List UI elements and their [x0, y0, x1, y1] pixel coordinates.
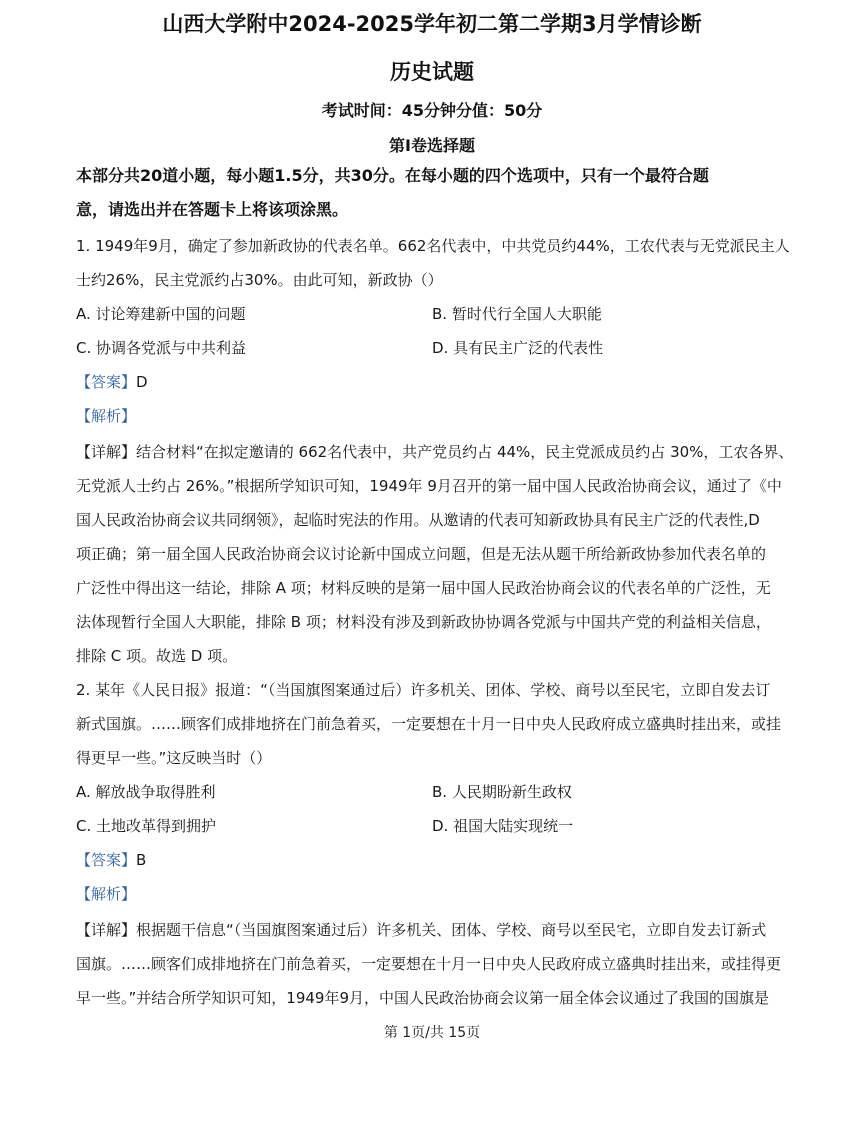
intro-line-2: 意，请选出并在答题卡上将该项涂黑。	[76, 200, 349, 219]
q1-detail-line-7: 排除 C 项。故选 D 项。	[76, 647, 238, 665]
q1-analysis	[76, 406, 136, 426]
q2-stem-line-2: 新式国旗。……顾客们成排地挤在门前急着买，一定要想在十月一日中央人民政府成立盛典时挂出来，或挂	[76, 715, 782, 733]
q2-detail-line-3: 早一些。”并结合所学知识可知，1949年9月，中国人民政治协商会议第一届全体会议通过了我国的国旗是	[76, 989, 769, 1007]
q2-stem-line-3: 得更早一些。”这反映当时（）	[76, 749, 272, 767]
q1-option-c: C. 协调各党派与中共利益	[76, 339, 247, 357]
exam-info: 考试时间：45分钟分值：50分	[321, 101, 543, 120]
q1-answer-tag: 【答案】	[76, 373, 137, 391]
q2-detail-line-1	[76, 920, 766, 940]
q1-answer-value: D	[136, 373, 148, 391]
q1-detail-text-1: 结合材料“在拟定邀请的 662名代表中，共产党员约占 44%，民主党派成员约占 30%，工农各界、	[136, 443, 794, 461]
intro-line-1: 本部分共20道小题，每小题1.5分，共30分。在每小题的四个选项中，只有一个最符合题	[76, 166, 709, 185]
q1-option-a: A. 讨论筹建新中国的问题	[76, 305, 246, 323]
q2-analysis-tag: 【解析】	[76, 885, 137, 903]
q2-option-c: C. 土地改革得到拥护	[76, 817, 217, 835]
school-title: 山西大学附中2024-2025学年初二第二学期3月学情诊断	[162, 12, 702, 36]
page-number: 第 1页/共 15页	[383, 1025, 481, 1041]
q1-detail-line-3: 国人民政治协商会议共同纲领》，起临时宪法的作用。从邀请的代表可知新政协具有民主广泛的代表性,D	[76, 511, 760, 529]
q2-detail-tag: 【详解】	[76, 921, 137, 939]
section-title: 第Ⅰ卷选择题	[389, 136, 475, 155]
q1-detail-line-6: 法体现暂行全国人大职能，排除 B 项；材料没有涉及到新政协协调各党派与中国共产党的利益相关信息，	[76, 613, 771, 631]
q2-stem-line-1: 2. 某年《人民日报》报道：“（当国旗图案通过后）许多机关、团体、学校、商号以至民宅，立即自发去订	[76, 681, 771, 699]
q1-option-b: B. 暂时代行全国人大职能	[432, 305, 602, 323]
q2-answer-tag: 【答案】	[76, 851, 137, 869]
q2-option-b: B. 人民期盼新生政权	[432, 783, 572, 801]
q2-answer-value: B	[136, 851, 147, 869]
q2-detail-line-2: 国旗。……顾客们成排地挤在门前急着买，一定要想在十月一日中央人民政府成立盛典时挂出来，或挂得更	[76, 955, 782, 973]
q2-analysis	[76, 884, 136, 904]
q2-option-d: D. 祖国大陆实现统一	[432, 817, 574, 835]
q1-option-d: D. 具有民主广泛的代表性	[432, 339, 604, 357]
q1-detail-line-4: 项正确；第一届全国人民政治协商会议讨论新中国成立问题，但是无法从题干所给新政协参加代表名单的	[76, 545, 767, 563]
q1-analysis-tag: 【解析】	[76, 407, 137, 425]
subject-title: 历史试题	[390, 60, 474, 84]
q1-stem-line-1: 1. 1949年9月，确定了参加新政协的代表名单。662名代表中，中共党员约44%，工农代表与无党派民主人	[76, 237, 790, 255]
q2-answer	[76, 850, 146, 870]
q1-detail-tag: 【详解】	[76, 443, 137, 461]
q1-detail-line-2: 无党派人士约占 26%。”根据所学知识可知，1949年 9月召开的第一届中国人民政治协商会议，通过了《中	[76, 477, 782, 495]
section-intro	[76, 159, 776, 227]
q2-option-a: A. 解放战争取得胜利	[76, 783, 216, 801]
q1-detail-line-5: 广泛性中得出这一结论，排除 A 项；材料反映的是第一届中国人民政治协商会议的代表名单的广泛性，无	[76, 579, 771, 597]
q2-detail-text-1: 根据题干信息“（当国旗图案通过后）许多机关、团体、学校、商号以至民宅，立即自发去订新式	[136, 921, 767, 939]
q1-stem-line-2: 士约26%，民主党派约占30%。由此可知，新政协（）	[76, 271, 443, 289]
q1-answer	[76, 372, 148, 392]
q1-detail-line-1	[76, 442, 793, 462]
